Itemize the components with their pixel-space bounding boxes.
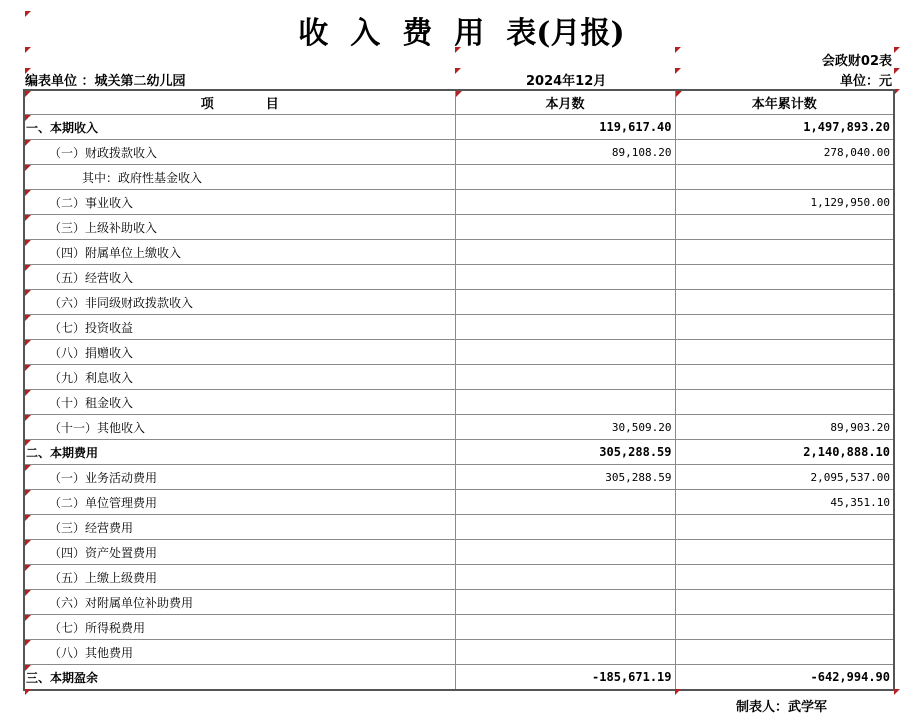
row-label: （七）投资收益 bbox=[49, 320, 134, 335]
comment-marker-icon[interactable] bbox=[676, 91, 682, 97]
row-label-cell[interactable] bbox=[24, 615, 455, 640]
currency-unit: 单位：元 bbox=[839, 74, 892, 89]
table-row bbox=[24, 165, 894, 190]
comment-marker-icon[interactable] bbox=[25, 665, 31, 671]
row-label-cell[interactable] bbox=[24, 590, 455, 615]
row-label-cell[interactable] bbox=[24, 640, 455, 665]
row-label-cell[interactable] bbox=[24, 415, 455, 440]
table-row bbox=[24, 540, 894, 565]
row-label-cell[interactable] bbox=[24, 265, 455, 290]
year-value-cell[interactable] bbox=[675, 290, 894, 315]
comment-marker-icon[interactable] bbox=[25, 165, 31, 171]
table-row bbox=[24, 590, 894, 615]
month-value-cell[interactable] bbox=[455, 615, 675, 640]
row-label: （九）利息收入 bbox=[49, 370, 134, 385]
comment-marker-icon[interactable] bbox=[25, 115, 31, 121]
comment-marker-icon[interactable] bbox=[894, 47, 900, 53]
row-label: （八）捐赠收入 bbox=[49, 345, 134, 360]
preparer-signature: 制表人：武学军 bbox=[736, 700, 828, 715]
year-value-cell[interactable]: 1,129,950.00 bbox=[675, 190, 894, 215]
year-value-cell[interactable] bbox=[675, 515, 894, 540]
table-row bbox=[24, 465, 894, 490]
row-label-cell[interactable] bbox=[24, 240, 455, 265]
month-value-cell[interactable] bbox=[455, 215, 675, 240]
reporting-unit: 编表单位 ：城关第二幼儿园 bbox=[25, 74, 186, 89]
report-title-part2: 表(月报) bbox=[506, 16, 625, 51]
table-row bbox=[24, 490, 894, 515]
row-label-cell[interactable] bbox=[24, 315, 455, 340]
row-label: 二、本期费用 bbox=[26, 445, 99, 460]
month-value-cell[interactable] bbox=[455, 290, 675, 315]
month-value-cell[interactable] bbox=[455, 490, 675, 515]
row-label-cell[interactable] bbox=[24, 665, 455, 691]
row-label: （四）资产处置费用 bbox=[49, 545, 158, 560]
table-row bbox=[24, 565, 894, 590]
comment-marker-icon[interactable] bbox=[894, 68, 900, 74]
year-value-cell[interactable] bbox=[675, 215, 894, 240]
month-value-cell[interactable]: -185,671.19 bbox=[455, 665, 675, 691]
year-value-cell[interactable]: 2,140,888.10 bbox=[675, 440, 894, 465]
table-row bbox=[24, 415, 894, 440]
comment-marker-icon[interactable] bbox=[25, 390, 31, 396]
comment-marker-icon[interactable] bbox=[25, 590, 31, 596]
month-value-cell[interactable] bbox=[455, 515, 675, 540]
row-label-cell[interactable] bbox=[24, 440, 455, 465]
comment-marker-icon[interactable] bbox=[25, 540, 31, 546]
comment-marker-icon[interactable] bbox=[25, 465, 31, 471]
comment-marker-icon[interactable] bbox=[25, 240, 31, 246]
month-value-cell[interactable] bbox=[455, 565, 675, 590]
month-value-cell[interactable]: 119,617.40 bbox=[455, 115, 675, 140]
comment-marker-icon[interactable] bbox=[25, 515, 31, 521]
table-row bbox=[24, 515, 894, 540]
month-value-cell[interactable] bbox=[455, 240, 675, 265]
year-value-cell[interactable]: 2,095,537.00 bbox=[675, 465, 894, 490]
comment-marker-icon[interactable] bbox=[25, 490, 31, 496]
table-row bbox=[24, 265, 894, 290]
month-value-cell[interactable]: 30,509.20 bbox=[455, 415, 675, 440]
comment-marker-icon[interactable] bbox=[455, 47, 461, 53]
table-row bbox=[24, 340, 894, 365]
header-month-label: 本月数 bbox=[545, 97, 585, 112]
year-value-cell[interactable]: 1,497,893.20 bbox=[675, 115, 894, 140]
table-row bbox=[24, 440, 894, 465]
row-label: （十）租金收入 bbox=[49, 395, 134, 410]
header-item-label: 项 目 bbox=[200, 97, 279, 112]
month-value-cell[interactable]: 305,288.59 bbox=[455, 440, 675, 465]
row-label: （一）业务活动费用 bbox=[49, 470, 158, 485]
comment-marker-icon[interactable] bbox=[25, 47, 31, 53]
table-row bbox=[24, 115, 894, 140]
row-label: （五）经营收入 bbox=[49, 270, 134, 285]
row-label: （三）上级补助收入 bbox=[49, 220, 158, 235]
year-value-cell[interactable] bbox=[675, 640, 894, 665]
table-row bbox=[24, 665, 894, 691]
comment-marker-icon[interactable] bbox=[25, 315, 31, 321]
table-row bbox=[24, 390, 894, 415]
month-value-cell[interactable] bbox=[455, 165, 675, 190]
row-label-cell[interactable] bbox=[24, 490, 455, 515]
year-value-cell[interactable] bbox=[675, 315, 894, 340]
table-row bbox=[24, 240, 894, 265]
header-year-label: 本年累计数 bbox=[751, 97, 817, 112]
row-label: （四）附属单位上缴收入 bbox=[49, 245, 182, 260]
table-row bbox=[24, 315, 894, 340]
row-label: （十一）其他收入 bbox=[49, 420, 146, 435]
row-label: （七）所得税费用 bbox=[49, 620, 146, 635]
table-row bbox=[24, 140, 894, 165]
row-label-cell[interactable] bbox=[24, 390, 455, 415]
year-value-cell[interactable] bbox=[675, 540, 894, 565]
comment-marker-icon[interactable] bbox=[25, 615, 31, 621]
year-value-cell[interactable]: -642,994.90 bbox=[675, 665, 894, 691]
year-value-cell[interactable]: 278,040.00 bbox=[675, 140, 894, 165]
month-value-cell[interactable]: 89,108.20 bbox=[455, 140, 675, 165]
row-label-cell[interactable] bbox=[24, 290, 455, 315]
month-value-cell[interactable] bbox=[455, 265, 675, 290]
report-title bbox=[0, 8, 923, 52]
row-label-cell[interactable] bbox=[24, 365, 455, 390]
year-value-cell[interactable] bbox=[675, 590, 894, 615]
income-expense-table bbox=[23, 89, 895, 691]
row-label: 其中：政府性基金收入 bbox=[82, 170, 203, 185]
header-month[interactable] bbox=[455, 90, 675, 115]
year-value-cell[interactable] bbox=[675, 565, 894, 590]
comment-marker-icon[interactable] bbox=[25, 265, 31, 271]
comment-marker-icon[interactable] bbox=[675, 68, 681, 74]
row-label: 三、本期盈余 bbox=[26, 670, 99, 685]
comment-marker-icon[interactable] bbox=[25, 565, 31, 571]
row-label-cell[interactable] bbox=[24, 140, 455, 165]
row-label-cell[interactable] bbox=[24, 565, 455, 590]
year-value-cell[interactable] bbox=[675, 615, 894, 640]
comment-marker-icon[interactable] bbox=[675, 689, 681, 695]
comment-marker-icon[interactable] bbox=[25, 415, 31, 421]
report-title-part1: 收入费用 bbox=[298, 16, 507, 51]
comment-marker-icon[interactable] bbox=[25, 91, 31, 97]
comment-marker-icon[interactable] bbox=[25, 68, 31, 74]
year-value-cell[interactable] bbox=[675, 340, 894, 365]
comment-marker-icon[interactable] bbox=[25, 640, 31, 646]
row-label-cell[interactable] bbox=[24, 165, 455, 190]
year-value-cell[interactable] bbox=[675, 365, 894, 390]
comment-marker-icon[interactable] bbox=[25, 365, 31, 371]
comment-marker-icon[interactable] bbox=[455, 68, 461, 74]
row-label: （八）其他费用 bbox=[49, 645, 134, 660]
comment-marker-icon[interactable] bbox=[25, 190, 31, 196]
row-label-cell[interactable] bbox=[24, 540, 455, 565]
row-label-cell[interactable] bbox=[24, 465, 455, 490]
month-value-cell[interactable] bbox=[455, 190, 675, 215]
month-value-cell[interactable]: 305,288.59 bbox=[455, 465, 675, 490]
table-row bbox=[24, 190, 894, 215]
table-row bbox=[24, 615, 894, 640]
row-label-cell[interactable] bbox=[24, 515, 455, 540]
year-value-cell[interactable]: 89,903.20 bbox=[675, 415, 894, 440]
row-label: （一）财政拨款收入 bbox=[49, 145, 158, 160]
row-label: （二）事业收入 bbox=[49, 195, 134, 210]
table-row bbox=[24, 365, 894, 390]
comment-marker-icon[interactable] bbox=[25, 140, 31, 146]
row-label: （六）对附属单位补助费用 bbox=[49, 595, 194, 610]
year-value-cell[interactable] bbox=[675, 240, 894, 265]
month-value-cell[interactable] bbox=[455, 315, 675, 340]
comment-marker-icon[interactable] bbox=[25, 440, 31, 446]
month-value-cell[interactable] bbox=[455, 365, 675, 390]
comment-marker-icon[interactable] bbox=[675, 47, 681, 53]
row-label-cell[interactable] bbox=[24, 115, 455, 140]
comment-marker-icon[interactable] bbox=[25, 215, 31, 221]
table-row bbox=[24, 290, 894, 315]
form-code: 会政财02表 bbox=[821, 54, 892, 69]
row-label: （二）单位管理费用 bbox=[49, 495, 158, 510]
row-label-cell[interactable] bbox=[24, 190, 455, 215]
row-label: （五）上缴上级费用 bbox=[49, 570, 158, 585]
row-label: 一、本期收入 bbox=[26, 120, 99, 135]
year-value-cell[interactable] bbox=[675, 165, 894, 190]
comment-marker-icon[interactable] bbox=[25, 340, 31, 346]
row-label-cell[interactable] bbox=[24, 215, 455, 240]
comment-marker-icon[interactable] bbox=[894, 689, 900, 695]
year-value-cell[interactable] bbox=[675, 390, 894, 415]
month-value-cell[interactable] bbox=[455, 340, 675, 365]
year-value-cell[interactable]: 45,351.10 bbox=[675, 490, 894, 515]
comment-marker-icon[interactable] bbox=[25, 11, 31, 17]
table-row bbox=[24, 215, 894, 240]
row-label: （三）经营费用 bbox=[49, 520, 134, 535]
table-header-row bbox=[24, 90, 894, 115]
comment-marker-icon[interactable] bbox=[456, 91, 462, 97]
month-value-cell[interactable] bbox=[455, 390, 675, 415]
table-row bbox=[24, 640, 894, 665]
comment-marker-icon[interactable] bbox=[25, 290, 31, 296]
year-value-cell[interactable] bbox=[675, 265, 894, 290]
report-period: 2024年12月 bbox=[526, 74, 607, 89]
header-year[interactable] bbox=[675, 90, 894, 115]
month-value-cell[interactable] bbox=[455, 590, 675, 615]
month-value-cell[interactable] bbox=[455, 640, 675, 665]
header-item[interactable] bbox=[24, 90, 455, 115]
row-label: （六）非同级财政拨款收入 bbox=[49, 295, 194, 310]
row-label-cell[interactable] bbox=[24, 340, 455, 365]
comment-marker-icon[interactable] bbox=[25, 689, 31, 695]
month-value-cell[interactable] bbox=[455, 540, 675, 565]
